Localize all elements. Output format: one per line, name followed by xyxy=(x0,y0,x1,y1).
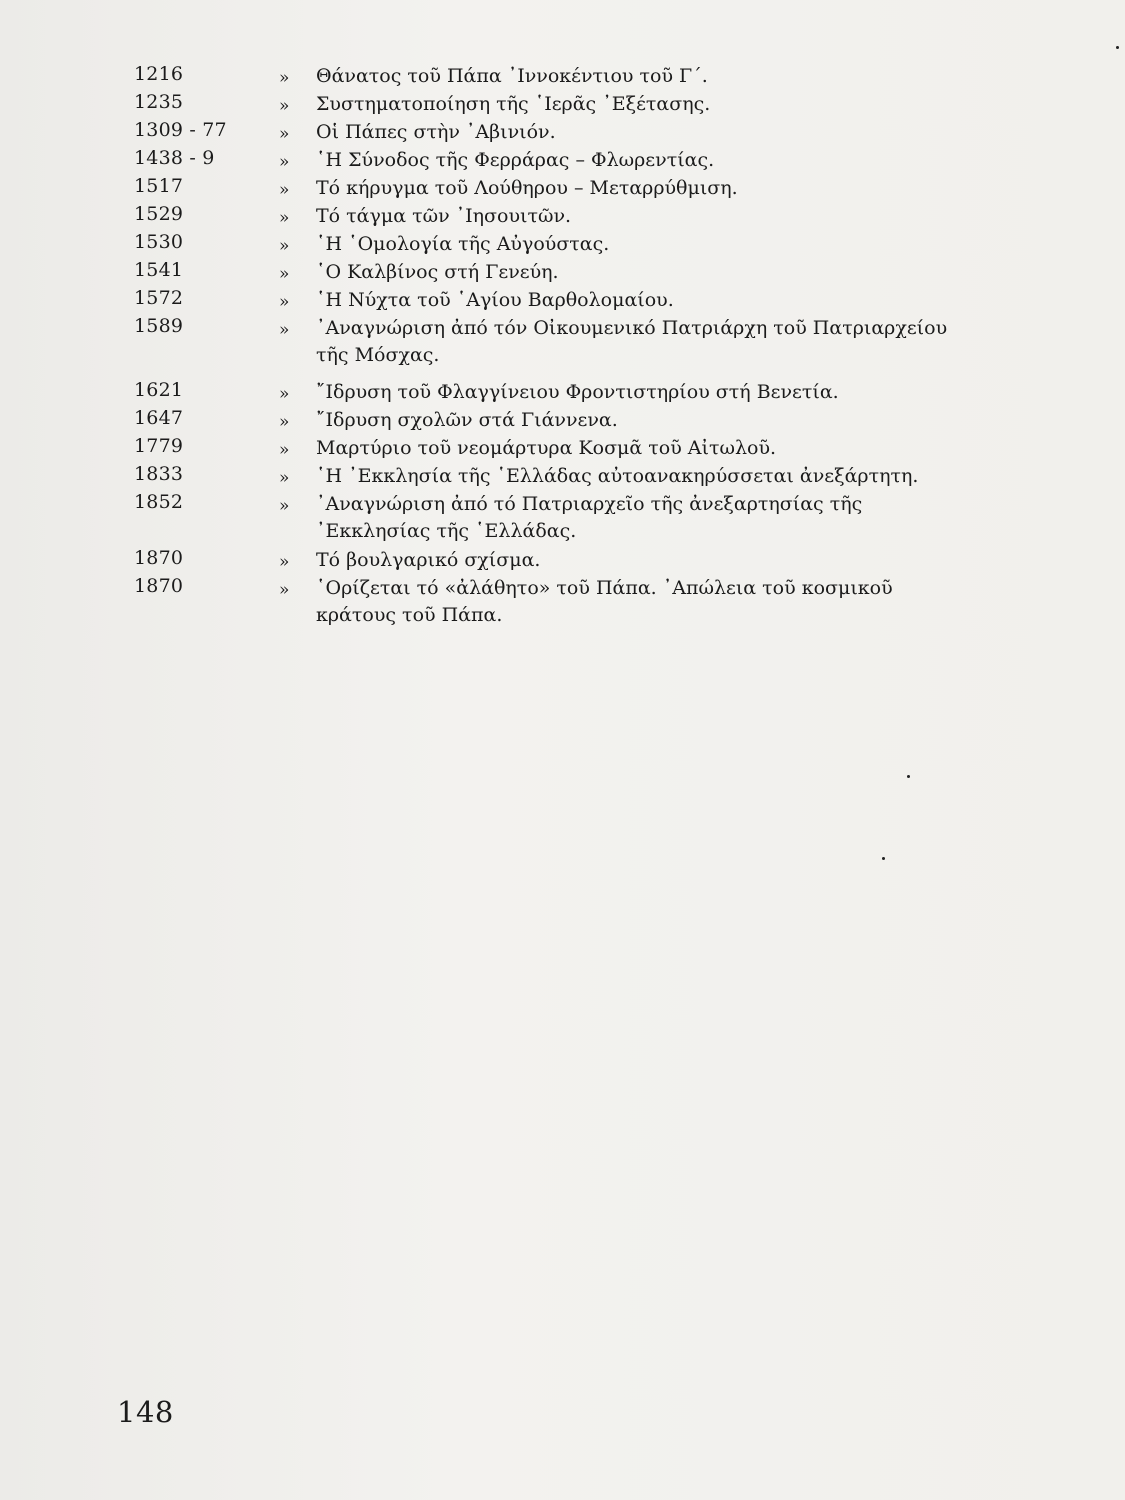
event-text: ῾Ορίζεται τό «ἀλάθητο» τοῦ Πάπα. ᾿Απώλεια τοῦ κοσμικοῦ κράτους τοῦ Πάπα. xyxy=(316,577,893,626)
chronology-row xyxy=(0,287,1125,317)
event-text: ῾Ο Καλβίνος στή Γενεύη. xyxy=(316,261,559,283)
year: 1517 xyxy=(134,175,184,197)
chronology-row xyxy=(0,435,1125,465)
ditto-mark: » xyxy=(279,292,290,312)
year: 1779 xyxy=(134,435,184,457)
chronology-row xyxy=(0,119,1125,149)
event-text: ῎Ιδρυση τοῦ Φλαγγίνειου Φροντιστηρίου στή Βενετία. xyxy=(316,381,839,403)
print-speck xyxy=(1116,46,1119,49)
ditto-mark: » xyxy=(279,68,290,88)
event-text: Τό τάγμα τῶν ᾿Ιησουιτῶν. xyxy=(316,205,572,227)
ditto-mark: » xyxy=(279,580,290,600)
chronology-row xyxy=(0,315,1125,366)
year: 1309 - 77 xyxy=(134,119,227,141)
year: 1621 xyxy=(134,379,184,401)
event-text: ῎Ιδρυση σχολῶν στά Γιάννενα. xyxy=(316,409,618,431)
event-text: Οἱ Πάπες στὴν ᾿Αβινιόν. xyxy=(316,121,556,143)
chronology-row xyxy=(0,379,1125,409)
chronology-row xyxy=(0,175,1125,205)
ditto-mark: » xyxy=(279,440,290,460)
chronology-row xyxy=(0,63,1125,93)
page-number: 148 xyxy=(117,1395,174,1429)
event-text: Συστηματοποίηση τῆς ῾Ιερᾶς ᾿Εξέτασης. xyxy=(316,93,711,115)
chronology-row xyxy=(0,491,1125,542)
ditto-mark: » xyxy=(279,152,290,172)
ditto-mark: » xyxy=(279,468,290,488)
chronology-row xyxy=(0,575,1125,626)
year: 1852 xyxy=(134,491,184,513)
event-text: Τό βουλγαρικό σχίσμα. xyxy=(316,549,541,571)
year: 1647 xyxy=(134,407,184,429)
year: 1833 xyxy=(134,463,184,485)
event-text: ᾿Αναγνώριση ἀπό τόν Οἰκουμενικό Πατριάρχη τοῦ Πατριαρχείου τῆς Μόσχας. xyxy=(316,317,948,366)
ditto-mark: » xyxy=(279,552,290,572)
event-text: Τό κήρυγμα τοῦ Λούθηρου – Μεταρρύθμιση. xyxy=(316,177,738,199)
chronology-row xyxy=(0,463,1125,493)
year: 1589 xyxy=(134,315,184,337)
ditto-mark: » xyxy=(279,180,290,200)
ditto-mark: » xyxy=(279,124,290,144)
event-text: ῾Η ᾿Εκκλησία τῆς ῾Ελλάδας αὐτοανακηρύσσεται ἀνεξάρτητη. xyxy=(316,465,919,487)
event-text: ῾Η Νύχτα τοῦ ῾Αγίου Βαρθολομαίου. xyxy=(316,289,674,311)
year: 1530 xyxy=(134,231,184,253)
ditto-mark: » xyxy=(279,208,290,228)
chronology-row xyxy=(0,547,1125,577)
ditto-mark: » xyxy=(279,264,290,284)
ditto-mark: » xyxy=(279,96,290,116)
chronology-row xyxy=(0,147,1125,177)
ditto-mark: » xyxy=(279,236,290,256)
event-text: ῾Η ῾Ομολογία τῆς Αὐγούστας. xyxy=(316,233,610,255)
event-text: ᾿Αναγνώριση ἀπό τό Πατριαρχεῖο τῆς ἀνεξαρτησίας τῆς ᾿Εκκλησίας τῆς ῾Ελλάδας. xyxy=(316,493,863,542)
ditto-mark: » xyxy=(279,412,290,432)
print-speck xyxy=(907,775,910,778)
year: 1529 xyxy=(134,203,184,225)
year: 1438 - 9 xyxy=(134,147,215,169)
chronology-row xyxy=(0,407,1125,437)
chronology-row xyxy=(0,91,1125,121)
year: 1541 xyxy=(134,259,184,281)
chronology-row xyxy=(0,203,1125,233)
ditto-mark: » xyxy=(279,496,290,516)
year: 1870 xyxy=(134,575,184,597)
event-text: ῾Η Σύνοδος τῆς Φερράρας – Φλωρεντίας. xyxy=(316,149,715,171)
chronology-row xyxy=(0,259,1125,289)
year: 1216 xyxy=(134,63,184,85)
ditto-mark: » xyxy=(279,384,290,404)
event-text: Θάνατος τοῦ Πάπα ᾿Ιννοκέντιου τοῦ Γ΄. xyxy=(316,65,708,87)
year: 1870 xyxy=(134,547,184,569)
print-speck xyxy=(882,857,885,860)
ditto-mark: » xyxy=(279,320,290,340)
year: 1572 xyxy=(134,287,184,309)
event-text: Μαρτύριο τοῦ νεομάρτυρα Κοσμᾶ τοῦ Αἰτωλοῦ. xyxy=(316,437,777,459)
year: 1235 xyxy=(134,91,184,113)
chronology-row xyxy=(0,231,1125,261)
